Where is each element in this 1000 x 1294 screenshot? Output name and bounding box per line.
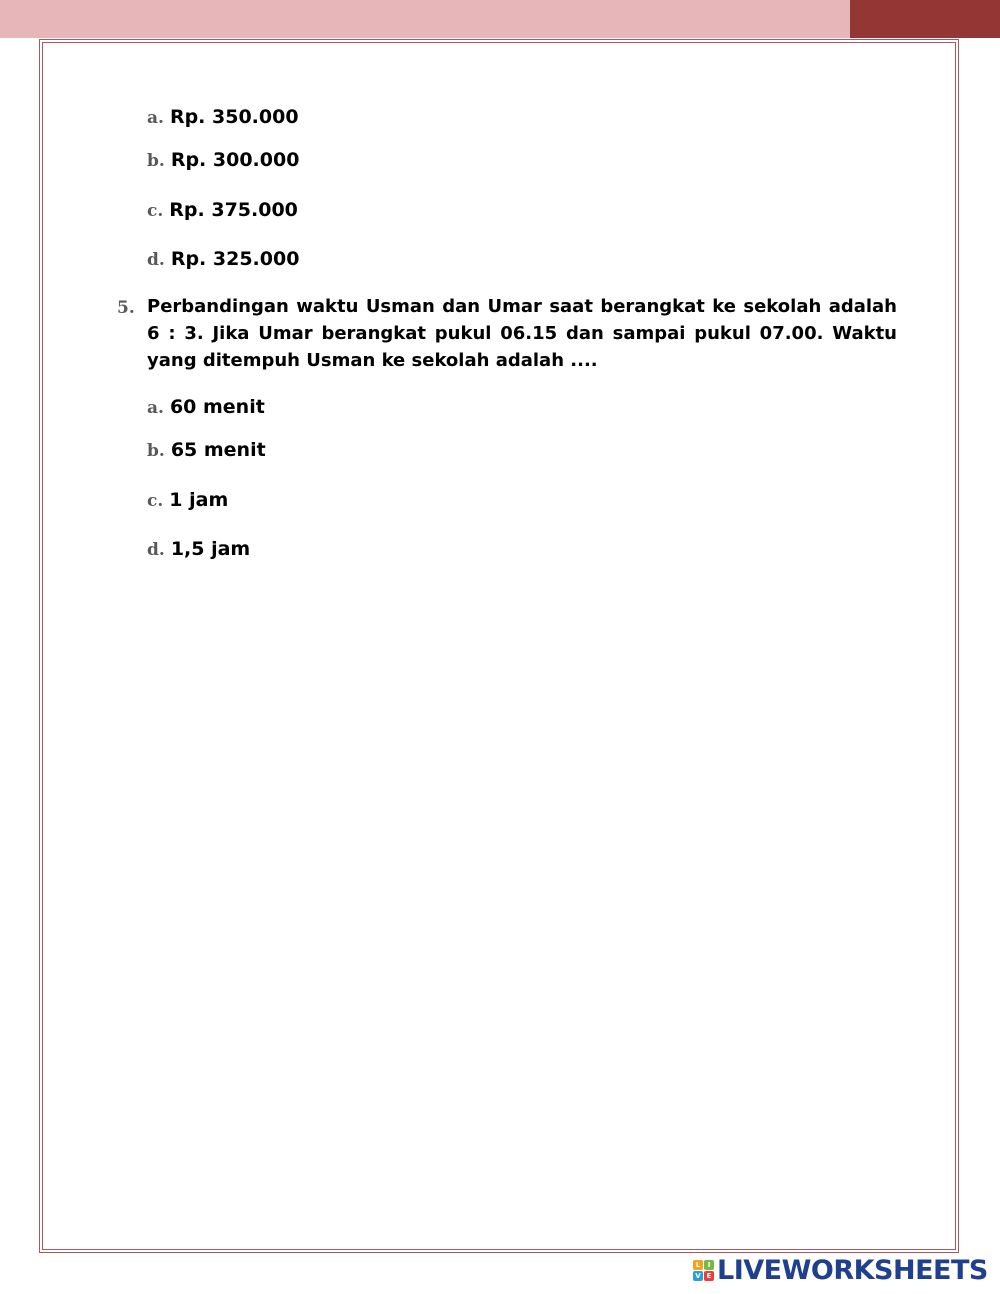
logo-mark-icon <box>693 1260 714 1281</box>
option-label: a. <box>147 398 164 418</box>
page-frame-inner <box>42 42 956 1250</box>
header-band-dark <box>850 0 1000 38</box>
header-band-light <box>0 0 850 38</box>
option-label: a. <box>147 108 164 128</box>
option-c[interactable] <box>147 488 228 513</box>
option-text: 60 menit <box>169 396 265 418</box>
logo-mark-letter: I <box>704 1260 714 1270</box>
option-text: 1,5 jam <box>170 538 251 560</box>
logo-text: LIVEWORKSHEETS <box>717 1254 988 1286</box>
option-label: d. <box>147 250 165 270</box>
option-text: Rp. 375.000 <box>169 199 298 221</box>
option-text: Rp. 350.000 <box>169 106 299 128</box>
logo-mark-letter: V <box>693 1271 703 1281</box>
option-d[interactable] <box>147 537 250 562</box>
option-d-prev[interactable] <box>147 247 299 272</box>
option-a-prev[interactable] <box>147 105 299 130</box>
logo-mark-letter: E <box>704 1271 714 1281</box>
option-label: c. <box>147 491 164 511</box>
question-number: 5. <box>117 298 135 318</box>
option-text: Rp. 300.000 <box>170 149 300 171</box>
option-a[interactable] <box>147 395 265 420</box>
option-b[interactable] <box>147 438 266 463</box>
option-label: b. <box>147 151 165 171</box>
liveworksheets-logo[interactable] <box>693 1256 988 1284</box>
option-c-prev[interactable] <box>147 198 298 223</box>
option-label: b. <box>147 441 165 461</box>
question-text: Perbandingan waktu Usman dan Umar saat berangkat ke sekolah adalah 6 : 3. Jika Umar berangkat pukul 06.15 dan sampai pukul 07.00. Waktu yang ditempuh Usman ke sekolah adalah .... <box>147 296 897 371</box>
option-text: 1 jam <box>169 489 229 511</box>
option-text: Rp. 325.000 <box>170 248 300 270</box>
option-b-prev[interactable] <box>147 148 299 173</box>
logo-mark-letter: L <box>693 1260 703 1270</box>
option-label: c. <box>147 201 164 221</box>
option-text: 65 menit <box>170 439 266 461</box>
option-label: d. <box>147 540 165 560</box>
